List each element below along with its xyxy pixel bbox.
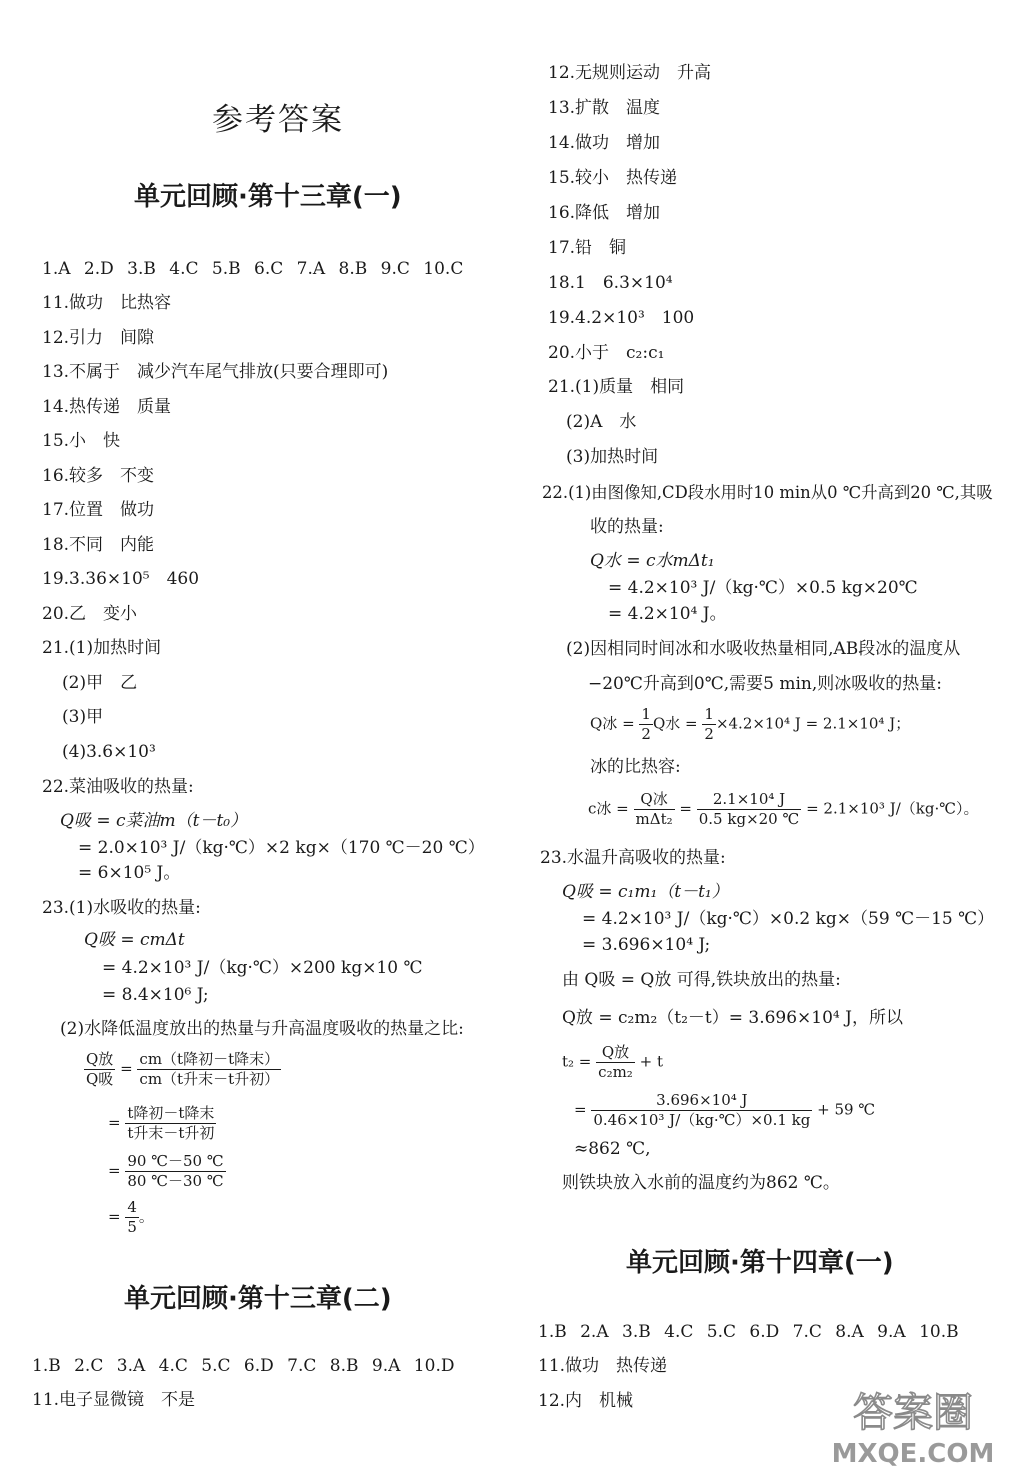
formula-line: Q放 = c₂m₂（t₂－t）= 3.696×10⁴ J，所以 [562, 1008, 903, 1028]
answer-line: 14.热传递 质量 [42, 397, 172, 417]
answer-line: 20.小于 c₂:c₁ [548, 343, 665, 363]
answer-line: 11.做功 热传递 [538, 1356, 668, 1376]
formula-line: Q吸 = c菜油m（t－t₀） [60, 811, 248, 831]
answer-line: 16.降低 增加 [548, 203, 661, 223]
answer-line: 1.B 2.C 3.A 4.C 5.C 6.D 7.C 8.B 9.A 10.D [32, 1356, 455, 1376]
fraction: $\frac{\text{2.1×10⁴ J}}{0.5 kg\times 20 ℃}$ [698, 790, 800, 828]
answer-line: 15.较小 热传递 [548, 168, 678, 188]
answer-line: 22.菜油吸收的热量: [42, 777, 194, 797]
formula-line: = 8.4×10⁶ J; [102, 985, 209, 1005]
fraction: $\frac{1}{2}$ [641, 705, 651, 743]
answer-line: 18.不同 内能 [42, 535, 155, 555]
answer-line: 1.B 2.A 3.B 4.C 5.C 6.D 7.C 8.A 9.A 10.B [538, 1322, 959, 1342]
answer-line: (3)加热时间 [566, 447, 659, 467]
answer-line: (2)因相同时间冰和水吸收热量相同,AB段冰的温度从 [566, 639, 961, 659]
answer-line: 16.较多 不变 [42, 466, 155, 486]
formula-line: Q吸 = c₁m₁（t－t₁） [562, 882, 729, 902]
formula-line: ≈862 ℃, [574, 1139, 651, 1159]
formula-line: = 4.2×10³ J/（kg·℃）×200 kg×10 ℃ [102, 958, 423, 978]
answer-line: 23.水温升高吸收的热量: [540, 848, 726, 868]
answer-line: 15.小 快 [42, 431, 121, 451]
fraction: $\frac{4}{5}$ [127, 1198, 137, 1236]
chapter-14-part-1-heading: 单元回顾·第十四章(一) [626, 1248, 894, 1278]
answer-line: 22.(1)由图像知,CD段水用时10 min从0 ℃升高到20 ℃,其吸 [542, 483, 993, 502]
answer-line: 18.1 6.3×10⁴ [548, 273, 673, 293]
t2-formula: t₂ = $\frac{\text{Q放}}{\text{c₂m₂}}$ + t [562, 1043, 663, 1081]
formula-line: = 4.2×10⁴ J。 [608, 604, 727, 624]
answer-line: 13.不属于 减少汽车尾气排放(只要合理即可) [42, 362, 389, 382]
answer-line: 1.A 2.D 3.B 4.C 5.B 6.C 7.A 8.B 9.C 10.C [42, 259, 464, 279]
answer-line: 21.(1)加热时间 [42, 638, 162, 658]
answer-line: 17.铅 铜 [548, 238, 627, 258]
fraction: $\frac{90 ℃-50 ℃}{80 ℃-30 ℃}$ [127, 1152, 224, 1190]
t2-formula: = $\frac{\text{3.696×10⁴ J}}{\text{0.46×10³ J/（kg·℃）×0.1 kg}}$ + 59 ℃ [574, 1091, 876, 1129]
answer-line: 12.无规则运动 升高 [548, 63, 712, 83]
answer-line: 20.乙 变小 [42, 604, 138, 624]
fraction: $\frac{\text{3.696×10⁴ J}}{\text{0.46×10³ J/（kg·℃）×0.1 kg}}$ [593, 1091, 811, 1129]
answer-line: 11.电子显微镜 不是 [32, 1390, 196, 1410]
formula-line: = 4.2×10³ J/（kg·℃）×0.5 kg×20℃ [608, 578, 918, 598]
formula-line: = 4.2×10³ J/（kg·℃）×0.2 kg×（59 ℃－15 ℃） [582, 909, 995, 929]
watermark-title: 答案圈 [853, 1390, 973, 1436]
chapter-13-part-1-heading: 单元回顾·第十三章(一) [134, 182, 402, 212]
watermark-logo [818, 1380, 1008, 1470]
answer-line: 21.(1)质量 相同 [548, 377, 685, 397]
formula-line: Q水 = c水mΔt₁ [590, 551, 715, 571]
answer-line: 17.位置 做功 [42, 500, 155, 520]
answer-line: 冰的比热容: [590, 757, 681, 777]
answer-line: 则铁块放入水前的温度约为862 ℃。 [562, 1173, 840, 1193]
ratio-formula: = $\frac{\text{t降初－t降末}}{\text{t升末－t升初}}$ [108, 1104, 215, 1142]
watermark [818, 1380, 1008, 1470]
fraction: $\frac{\text{Q放}}{\text{c₂m₂}}$ [598, 1043, 633, 1081]
answer-line: 19.3.36×10⁵ 460 [42, 569, 200, 589]
answer-line: (3)甲 [62, 707, 104, 727]
answer-line: 由 Q吸 = Q放 可得,铁块放出的热量: [562, 970, 841, 990]
fraction: $\frac{\text{Q放}}{\text{Q吸}}$ [86, 1050, 114, 1088]
answer-line: (2)水降低温度放出的热量与升高温度吸收的热量之比: [60, 1019, 464, 1039]
chapter-13-part-2-heading: 单元回顾·第十三章(二) [124, 1284, 392, 1314]
answer-line: 13.扩散 温度 [548, 98, 661, 118]
ratio-formula: $\frac{\text{Q放}}{\text{Q吸}}$ = $\frac{\text{cm（t降初－t降末）}}{\text{cm（t升末－t升初）}}$ [86, 1050, 280, 1088]
watermark-url: MXQE.COM [831, 1439, 995, 1469]
fraction: $\frac{\text{t降初－t降末}}{\text{t升末－t升初}}$ [127, 1104, 215, 1142]
answer-line: 19.4.2×10³ 100 [548, 308, 695, 328]
formula-line: = 6×10⁵ J。 [78, 863, 181, 883]
answer-line: 12.引力 间隙 [42, 328, 155, 348]
answer-line: 11.做功 比热容 [42, 293, 172, 313]
answer-line: −20℃升高到0℃,需要5 min,则冰吸收的热量: [588, 674, 942, 694]
formula-line: = 2.0×10³ J/（kg·℃）×2 kg×（170 ℃－20 ℃） [78, 838, 485, 858]
page-title: 参考答案 [212, 102, 344, 138]
fraction: $\frac{\text{Q冰}}{\text{mΔt₂}}$ [635, 790, 673, 828]
answer-line: 12.内 机械 [538, 1391, 634, 1411]
answer-line: (2)甲 乙 [62, 673, 138, 693]
ratio-formula: = $\frac{4}{5}$ 。 [108, 1198, 154, 1236]
fraction: $\frac{\text{cm（t降初－t降末）}}{\text{cm（t升末－t升初）}}$ [139, 1050, 280, 1088]
ratio-formula: = $\frac{90 ℃-50 ℃}{80 ℃-30 ℃}$ [108, 1152, 224, 1190]
answer-line: 23.(1)水吸收的热量: [42, 898, 201, 918]
fraction: $\frac{1}{2}$ [704, 705, 714, 743]
formula-line: Q吸 = cmΔt [84, 930, 185, 950]
formula-line: = 3.696×10⁴ J; [582, 935, 711, 955]
ice-heat-formula: Q冰 = $\frac{1}{2}$ Q水 = $\frac{1}{2}$ ×4.2×10⁴ J = 2.1×10⁴ J； [590, 705, 911, 743]
answer-line: 收的热量: [590, 517, 664, 537]
ice-specific-heat-formula: c冰 = $\frac{\text{Q冰}}{\text{mΔt₂}}$ = $\frac{\text{2.1×10⁴ J}}{0.5 kg\times 20 ℃}$ = 2.1×10³ J/（kg·℃）。 [588, 790, 979, 828]
answer-line: (4)3.6×10³ [62, 742, 156, 762]
answer-line: 14.做功 增加 [548, 133, 661, 153]
answer-line: (2)A 水 [566, 412, 637, 432]
